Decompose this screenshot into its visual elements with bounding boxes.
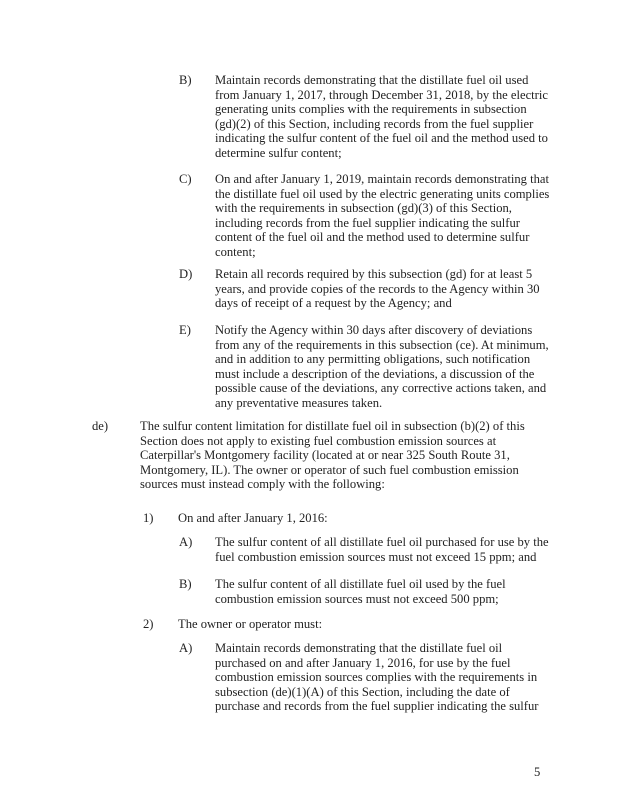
item-text	[215, 535, 549, 564]
text-line: subsection (de)(1)(A) of this Section, including the date of	[215, 684, 510, 699]
text-line: Maintain records demonstrating that the distillate fuel oil used	[215, 73, 529, 87]
text-line: and in addition to any permitting obligations, such notification	[215, 352, 531, 366]
text-line: Montgomery, IL). The owner or operator of such fuel combustion emission	[140, 462, 519, 477]
item-label: A)	[179, 641, 193, 655]
text-line: from January 1, 2017, through December 31, 2018, by the electric	[215, 87, 548, 102]
text-line: combustion emission sources complies with the requirements in	[215, 670, 538, 684]
item-text	[215, 641, 538, 714]
item-label: de)	[92, 419, 109, 433]
text-line: The sulfur content limitation for distillate fuel oil in subsection (b)(2) of this	[140, 419, 525, 433]
text-line: from any of the requirements in this subsection (ce). At minimum,	[215, 337, 549, 352]
item-text	[178, 511, 328, 526]
text-line: Maintain records demonstrating that the distillate fuel oil	[215, 641, 503, 655]
item-text	[215, 73, 548, 160]
text-line: generating units complies with the requirements in subsection	[215, 102, 527, 116]
item-text	[215, 172, 549, 259]
text-line: any preventative measures taken.	[215, 395, 383, 410]
text-line: The sulfur content of all distillate fuel oil purchased for use by the	[215, 535, 549, 549]
text-line: indicating the sulfur content of the fuel oil and the method used to	[215, 131, 548, 145]
item-label: 2)	[143, 617, 154, 631]
item-text	[215, 267, 540, 311]
item-label: D)	[179, 267, 193, 281]
text-line: On and after January 1, 2019, maintain records demonstrating that	[215, 172, 549, 186]
text-line: must include a description of the deviations, a discussion of the	[215, 366, 535, 381]
text-line: combustion emission sources must not exceed 500 ppm;	[215, 591, 499, 606]
item-text	[215, 323, 549, 410]
text-line: days of receipt of a request by the Agency; and	[215, 296, 452, 310]
text-line: fuel combustion emission sources must not exceed 15 ppm; and	[215, 549, 537, 564]
page-number: 5	[534, 765, 541, 779]
text-line: purchase and records from the fuel supplier indicating the sulfur	[215, 699, 539, 713]
text-line: The owner or operator must:	[178, 617, 323, 631]
text-line: Retain all records required by this subsection (gd) for at least 5	[215, 267, 533, 281]
text-line: content;	[215, 244, 256, 259]
item-label: 1)	[143, 511, 154, 525]
item-label: A)	[179, 535, 193, 549]
text-line: Notify the Agency within 30 days after discovery of deviations	[215, 323, 533, 337]
item-label: C)	[179, 172, 192, 186]
item-text	[178, 617, 322, 632]
text-line: including records from the fuel supplier indicating the sulfur	[215, 215, 520, 230]
text-line: with the requirements in subsection (gd)(3) of this Section,	[215, 201, 512, 215]
text-line: sources must instead comply with the following:	[140, 477, 385, 491]
text-line: years, and provide copies of the records to the Agency within 30	[215, 281, 540, 296]
text-line: On and after January 1, 2016:	[178, 511, 328, 525]
item-label: B)	[179, 73, 192, 87]
text-line: content of the fuel oil and the method used to determine sulfur	[215, 230, 530, 244]
text-line: Caterpillar's Montgomery facility (located at or near 325 South Route 31,	[140, 448, 510, 462]
text-line: Section does not apply to existing fuel combustion emission sources at	[140, 433, 497, 448]
text-line: determine sulfur content;	[215, 145, 342, 160]
text-line: (gd)(2) of this Section, including records from the fuel supplier	[215, 116, 534, 131]
text-line: possible cause of the deviations, any corrective actions taken, and	[215, 381, 547, 395]
text-line: purchased on and after January 1, 2016, for use by the fuel	[215, 655, 511, 670]
text-line: the distillate fuel oil used by the electric generating units complies	[215, 186, 550, 201]
item-text	[215, 577, 506, 606]
item-label: B)	[179, 577, 192, 591]
item-label: E)	[179, 323, 191, 337]
text-line: The sulfur content of all distillate fuel oil used by the fuel	[215, 577, 506, 591]
item-text	[140, 419, 525, 492]
